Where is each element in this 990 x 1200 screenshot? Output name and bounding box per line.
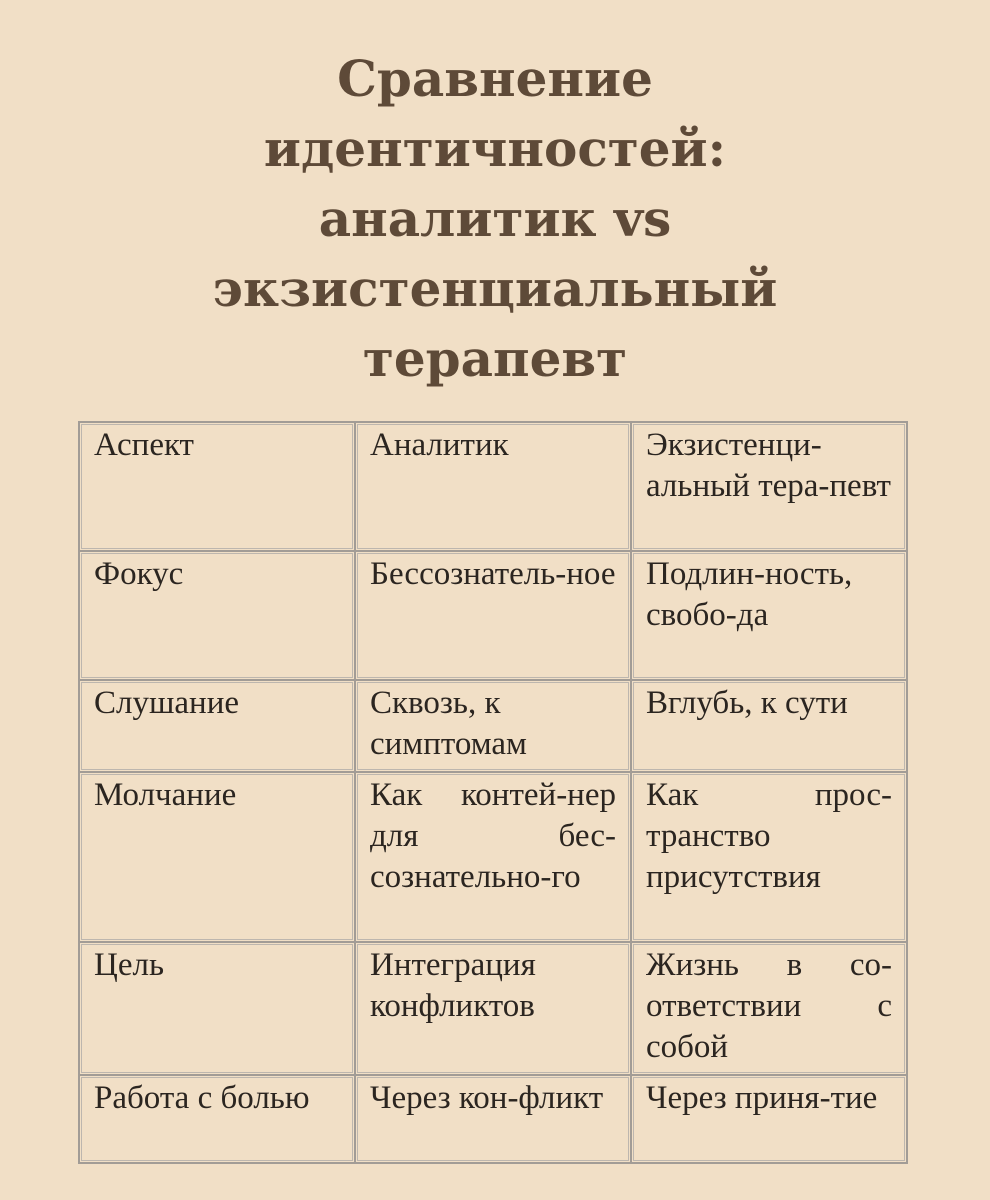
cell-text: Сквозь, к симптомам [370, 685, 527, 762]
cell-text: Жизнь в со-ответствии с собой [646, 947, 892, 1065]
table-row [79, 942, 907, 1075]
cell-text: Через кон-фликт [370, 1080, 604, 1116]
table-row [79, 1075, 907, 1163]
cell-text: Бессознатель-ное [370, 556, 616, 592]
title-line-4: экзистенциальный [212, 259, 778, 318]
title-line-1: Сравнение [337, 49, 653, 108]
existential-cell [631, 772, 907, 942]
analyst-cell [355, 551, 631, 680]
cell-text: Аналитик [370, 427, 509, 463]
analyst-cell [355, 1075, 631, 1163]
cell-text: Подлин-ность, свобо-да [646, 556, 853, 633]
cell-text: Слушание [94, 685, 240, 721]
title-line-5: терапевт [362, 329, 628, 388]
cell-text: Как прос-транство присутствия [646, 777, 892, 895]
analyst-cell [355, 942, 631, 1075]
analyst-cell [355, 680, 631, 772]
analyst-cell [355, 772, 631, 942]
row-label [79, 942, 355, 1075]
title-line-3: аналитик vs [318, 189, 672, 248]
comparison-table [78, 421, 908, 1164]
cell-text: Как контей-нер для бес-сознательно-го [370, 777, 616, 895]
cell-text: Через приня-тие [646, 1080, 878, 1116]
page-title [0, 44, 990, 394]
table-row [79, 680, 907, 772]
row-label [79, 551, 355, 680]
cell-text: Работа с болью [94, 1080, 310, 1116]
cell-text: Цель [94, 947, 164, 983]
cell-text: Интеграция конфликтов [370, 947, 536, 1024]
table-header-row [79, 422, 907, 551]
cell-text: Экзистенци-альный тера-певт [646, 427, 891, 504]
table-row [79, 551, 907, 680]
cell-text: Молчание [94, 777, 237, 813]
cell-text: Аспект [94, 427, 194, 463]
table-row [79, 772, 907, 942]
row-label [79, 772, 355, 942]
row-label [79, 1075, 355, 1163]
header-existential-therapist [631, 422, 907, 551]
existential-cell [631, 1075, 907, 1163]
cell-text: Вглубь, к сути [646, 685, 848, 721]
row-label [79, 680, 355, 772]
header-analyst [355, 422, 631, 551]
existential-cell [631, 680, 907, 772]
existential-cell [631, 551, 907, 680]
title-line-2: идентичностей: [263, 119, 727, 178]
header-aspect [79, 422, 355, 551]
existential-cell [631, 942, 907, 1075]
cell-text: Фокус [94, 556, 184, 592]
